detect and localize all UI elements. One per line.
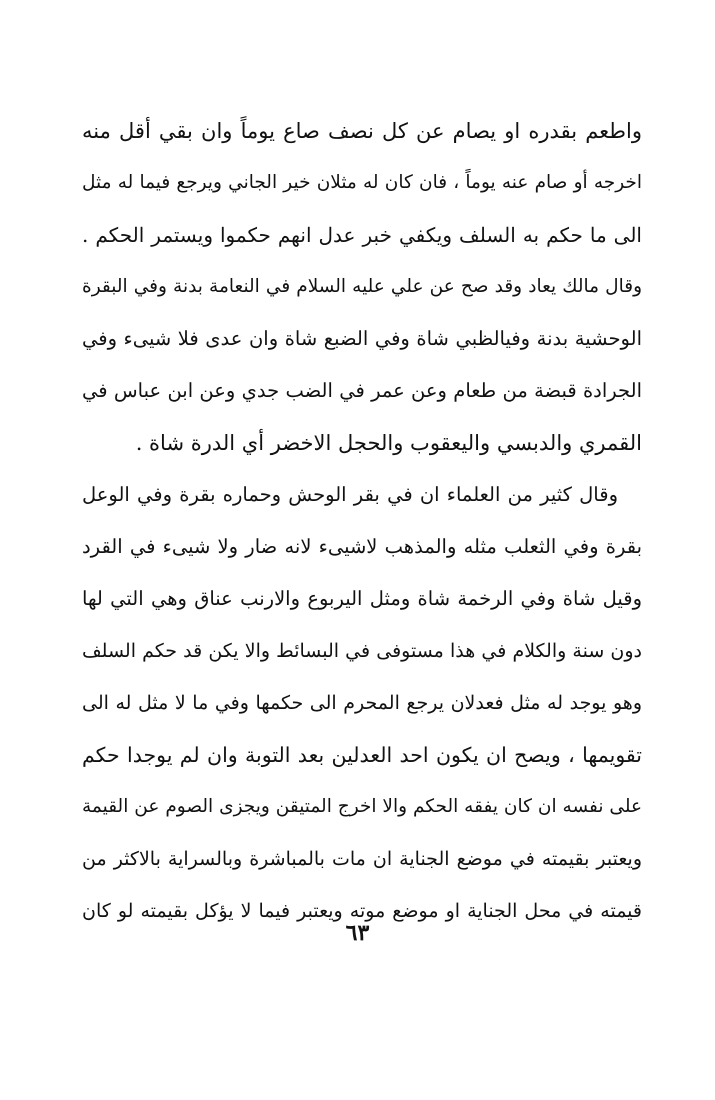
text-line: تقويمها ، ويصح ان يكون احد العدلين بعد التوبة وان لم يوجدا حكم xyxy=(82,743,642,767)
text-line: قيمته في محل الجناية او موضع موته ويعتبر فيما لا يؤكل بقيمته لو كان xyxy=(82,900,642,922)
text-line: ويعتبر بقيمته في موضع الجناية ان مات بالمباشرة وبالسراية بالاكثر من xyxy=(82,848,642,870)
text-line: اخرجه أو صام عنه يوماً ، فان كان له مثلان خير الجاني ويرجع فيما له مثل xyxy=(82,172,642,193)
text-line: بقرة وفي الثعلب مثله والمذهب لاشيىء لانه ضار ولا شيىء في القرد xyxy=(82,535,642,558)
text-line: وقال مالك يعاد وقد صح عن علي عليه السلام في النعامة بدنة وفي البقرة xyxy=(82,276,642,297)
text-line: الوحشية بدنة وفيالظبي شاة وفي الضبع شاة وان عدى فلا شيىء وفي xyxy=(82,327,642,350)
text-line: وقال كثير من العلماء ان في بقر الوحش وحماره بقرة وفي الوعل xyxy=(82,483,618,506)
text-line: وقيل شاة وفي الرخمة شاة ومثل اليربوع والارنب عناق وهي التي لها xyxy=(82,587,642,610)
text-line: الى ما حكم به السلف ويكفي خبر عدل انهم حكموا ويستمر الحكم . xyxy=(82,223,642,247)
page-number: ٦٣ xyxy=(345,920,370,946)
text-line: على نفسه ان كان يفقه الحكم والا اخرج المتيقن ويجزى الصوم عن القيمة xyxy=(82,796,642,817)
body-text xyxy=(82,105,642,937)
text-line: الجرادة قبضة من طعام وعن عمر في الضب جدي وعن ابن عباس في xyxy=(82,379,642,402)
text-line: واطعم بقدره او يصام عن كل نصف صاع يوماً وان بقي أقل منه xyxy=(82,119,642,143)
text-line: وهو يوجد له مثل فعدلان يرجع المحرم الى حكمها وفي ما لا مثل له الى xyxy=(82,692,642,714)
text-line: دون سنة والكلام في هذا مستوفى في البسائط والا يكن قد حكم السلف xyxy=(82,640,642,662)
text-line: القمري والدبسي واليعقوب والحجل الاخضر أي الدرة شاة . xyxy=(135,431,642,455)
